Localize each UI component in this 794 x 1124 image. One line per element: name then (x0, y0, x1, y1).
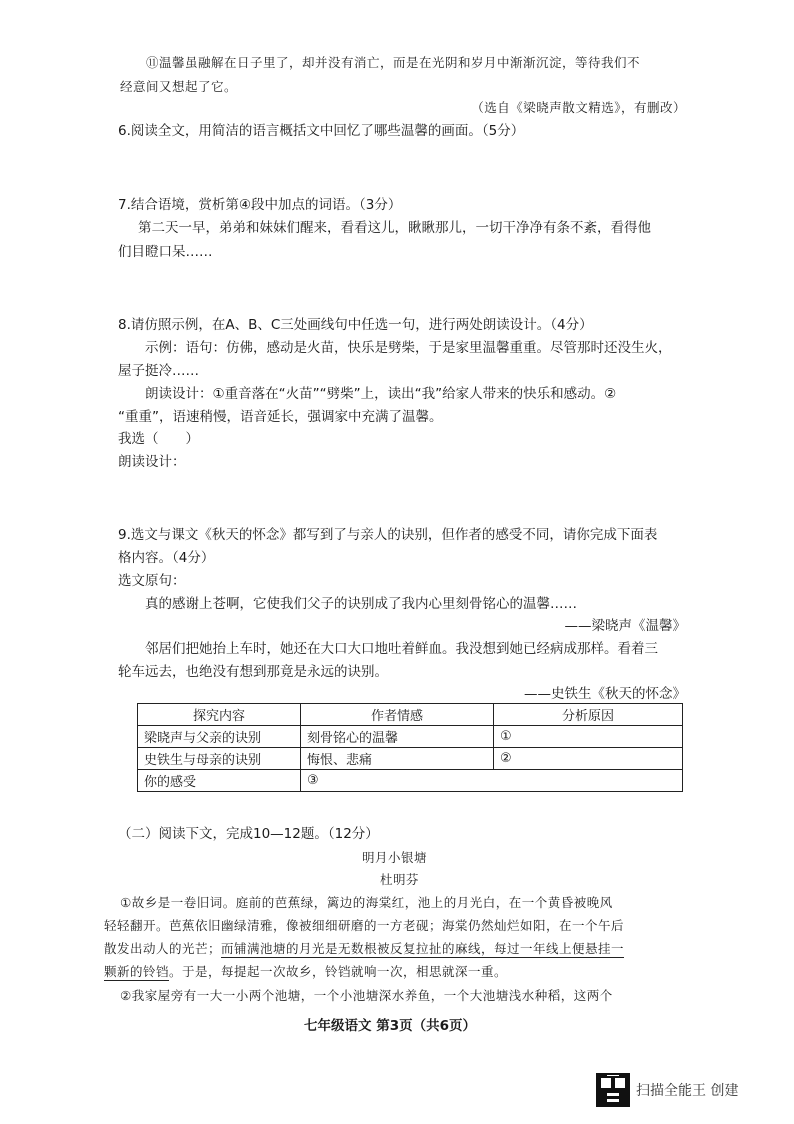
question-9-attribution-1: ——梁晓声《温馨》 (564, 618, 686, 634)
question-7: 7.结合语境，赏析第④段中加点的词语。（3分） (118, 197, 402, 213)
paragraph-1-line-1: ①故乡是一卷旧词。庭前的芭蕉绿，篱边的海棠红，池上的月光白，在一个黄昏被晚风 (120, 895, 613, 910)
question-9-quote-2-line-2: 轮车远去，也绝没有想到那竟是永远的诀别。 (118, 664, 388, 680)
question-7-quote-line-1: 第二天一早，弟弟和妹妹们醒来，看看这儿，瞅瞅那儿，一切干净净有条不紊，看得他 (138, 220, 651, 236)
question-9-line-2: 格内容。（4分） (118, 550, 215, 566)
table-row (138, 770, 683, 792)
table-cell: ① (494, 726, 683, 748)
table-header: 作者情感 (301, 704, 494, 726)
question-9-quote-1: 真的感谢上苍啊，它使我们父子的诀别成了我内心里刻骨铭心的温馨…… (145, 596, 577, 612)
table-cell: 刻骨铭心的温馨 (301, 726, 494, 748)
qr-code-icon (596, 1073, 630, 1107)
paragraph-1-line-3-plain: 散发出动人的光芒； (104, 941, 222, 956)
scanner-watermark: 扫描全能王 创建 (636, 1083, 739, 1099)
paragraph-1-line-2: 轻轻翻开。芭蕉依旧幽绿清雅，像被细细研磨的一方老砚；海棠仍然灿烂如阳，在一个午后 (104, 918, 625, 933)
paragraph-11-line-2: 经意间又想起了它。 (120, 79, 238, 94)
question-7-quote-line-2: 们目瞪口呆…… (118, 244, 213, 260)
article-author: 杜明芬 (380, 872, 420, 887)
question-9-quote-2-line-1: 邻居们把她抬上车时，她还在大口大口地吐着鲜血。我没想到她已经病成那样。看着三 (145, 641, 658, 657)
question-6: 6.阅读全文，用简洁的语言概括文中回忆了哪些温馨的画面。（5分） (118, 123, 525, 139)
table-cell: ② (494, 748, 683, 770)
table-cell: 你的感受 (138, 770, 301, 792)
paragraph-1-line-4-plain: 。于是，每提起一次故乡，铃铛就响一次，相思就深一重。 (169, 964, 508, 979)
question-8-choice: 我选（ ） (118, 431, 199, 447)
table-header: 探究内容 (138, 704, 301, 726)
table-cell: 悔恨、悲痛 (301, 748, 494, 770)
table-cell: 梁晓声与父亲的诀别 (138, 726, 301, 748)
article-title: 明月小银塘 (362, 850, 428, 865)
table-cell: 史铁生与母亲的诀别 (138, 748, 301, 770)
question-9-attribution-2: ——史铁生《秋天的怀念》 (524, 686, 686, 702)
question-9-original-label: 选文原句： (118, 573, 186, 589)
table-row (138, 748, 683, 770)
page-footer: 七年级语文 第3页（共6页） (304, 1018, 476, 1034)
question-8-example-line-1: 示例：语句：仿佛，感动是火苗，快乐是劈柴，于是家里温馨重重。尽管那时还没生火， (145, 340, 672, 356)
paragraph-11-line-1: ⑪温馨虽融解在日子里了，却并没有消亡，而是在光阴和岁月中渐渐沉淀，等待我们不 (146, 55, 641, 70)
section-2-heading: （二）阅读下文，完成10—12题。（12分） (118, 826, 379, 842)
table-row (138, 726, 683, 748)
question-8-design-answer-label: 朗读设计： (118, 454, 186, 470)
paragraph-1-line-3 (104, 940, 624, 958)
question-9-table (137, 703, 683, 792)
question-8-design-line-2: “重重”，语速稍慢，语音延长，强调家中充满了温馨。 (118, 409, 443, 425)
table-header: 分析原因 (494, 704, 683, 726)
question-9-line-1: 9.选文与课文《秋天的怀念》都写到了与亲人的诀别，但作者的感受不同，请你完成下面表 (118, 527, 658, 543)
table-cell: ③ (301, 770, 683, 792)
question-8-example-line-2: 屋子挺冷…… (118, 363, 199, 379)
table-header-row (138, 704, 683, 726)
paragraph-1-line-4 (104, 963, 507, 981)
underlined-sentence-a: 而铺满池塘的月光是无数根被反复拉扯的麻线，每过一年线上便悬挂一 (221, 941, 625, 956)
source-note: （选自《梁晓声散文精选》，有删改） (471, 100, 686, 115)
question-8-design-line-1: 朗读设计：①重音落在“火苗”“劈柴”上，读出“我”给家人带来的快乐和感动。② (145, 386, 617, 402)
paragraph-2-line-1: ②我家屋旁有一大一小两个池塘，一个小池塘深水养鱼，一个大池塘浅水种稻，这两个 (120, 988, 613, 1003)
underlined-sentence-a-end: 颗新的铃铛 (104, 964, 170, 979)
question-8: 8.请仿照示例，在A、B、C三处画线句中任选一句，进行两处朗读设计。（4分） (118, 317, 593, 333)
